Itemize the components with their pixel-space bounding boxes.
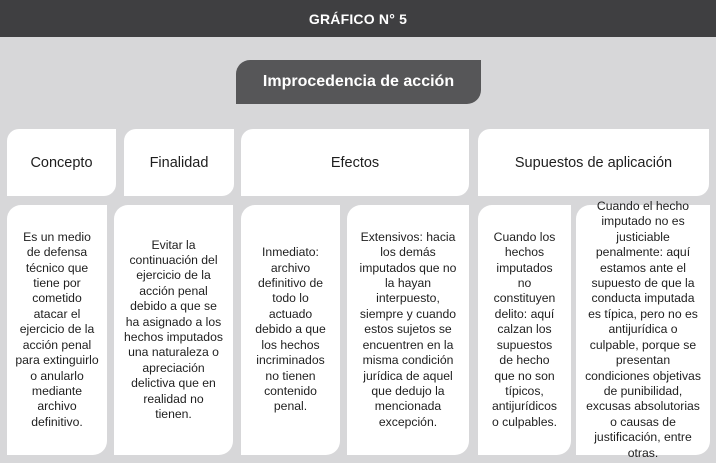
- card-finalidad-text: Evitar la continuación del ejercicio de la acción penal debido a que se ha asignado a los hechos imputados una naturaleza o apreciación delictiva que en realidad no tienen.: [124, 237, 223, 422]
- header-supuestos: [478, 129, 709, 196]
- header-concepto: [7, 129, 116, 196]
- figure-title: GRÁFICO N° 5: [308, 10, 408, 27]
- header-efectos-label: Efectos: [330, 154, 380, 171]
- card-inmediato-text: Inmediato: archivo definitivo de todo lo actuado debido a que los hechos incriminados no tienen contenido penal.: [255, 245, 326, 414]
- header-finalidad-label: Finalidad: [149, 154, 209, 171]
- card-extensivos-text: Extensivos: hacia los demás imputados que no la hayan interpuesto, siempre y cuando estos sujetos se encuentren en la misma condición jurídica de aquel que dedujo la mencionada excepción.: [359, 229, 457, 429]
- main-concept-box: [236, 60, 481, 104]
- header-concepto-label: Concepto: [30, 154, 93, 171]
- header-efectos: [241, 129, 469, 196]
- card-extensivos: [347, 205, 469, 455]
- main-concept-label: Improcedencia de acción: [262, 73, 455, 90]
- card-inmediato: [241, 205, 340, 455]
- header-finalidad: [124, 129, 234, 196]
- card-no-justiciable-text: Cuando el hecho imputado no es justiciable penalmente: aquí estamos ante el supuesto de que la conducta imputada es típica, pero no es antijurídica o culpable, porque se presentan condiciones objetivas de punibilidad, excusas absolutorias o causas de justificación, entre otras.: [585, 199, 701, 460]
- card-finalidad: [114, 205, 233, 455]
- card-concepto-text: Es un medio de defensa técnico que tiene por cometido atacar el ejercicio de la acción penal para extinguirlo o anularlo mediante archivo definitivo.: [15, 229, 99, 429]
- card-no-delito: [478, 205, 571, 455]
- card-no-delito-text: Cuando los hechos imputados no constituyen delito: aquí calzan los supuestos de hecho que no son típicos, antijurídicos o culpables.: [491, 229, 558, 429]
- header-supuestos-label: Supuestos de aplicación: [514, 154, 673, 171]
- card-no-justiciable: [576, 199, 710, 460]
- card-concepto: [7, 205, 107, 455]
- figure-title-bar: [0, 0, 716, 37]
